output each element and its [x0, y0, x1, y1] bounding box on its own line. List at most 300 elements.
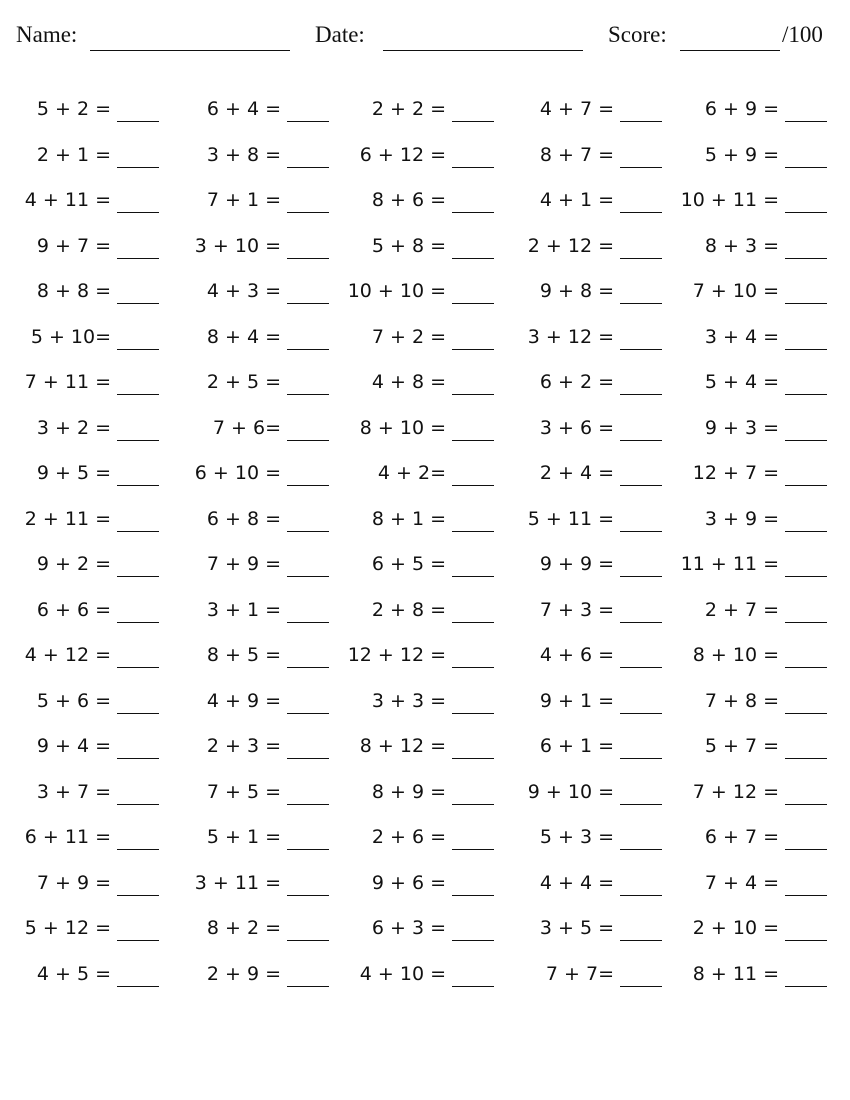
- problem-item: [0, 231, 165, 261]
- problem-item: [668, 777, 833, 807]
- problem-expression: 10 + 10 =: [347, 280, 446, 302]
- problem-item: [0, 549, 165, 579]
- problem-item: [503, 413, 668, 443]
- problem-item: [668, 185, 833, 215]
- problem-expression: 9 + 5 =: [36, 462, 111, 484]
- problem-item: [668, 640, 833, 670]
- answer-blank[interactable]: [287, 758, 329, 759]
- answer-blank[interactable]: [785, 849, 827, 850]
- problem-expression: 6 + 11 =: [24, 826, 111, 848]
- problem-expression: 5 + 7 =: [704, 735, 779, 757]
- problem-expression: 4 + 4 =: [539, 871, 614, 894]
- problem-expression: 5 + 11 =: [527, 507, 614, 530]
- answer-blank[interactable]: [620, 349, 662, 350]
- problem-row: [0, 868, 850, 898]
- problem-expression: 9 + 9 =: [539, 553, 614, 575]
- answer-blank[interactable]: [452, 986, 494, 987]
- problem-item: [668, 276, 833, 306]
- problem-expression: 5 + 8 =: [371, 234, 446, 257]
- problem-expression: 3 + 1 =: [206, 598, 281, 621]
- answer-blank[interactable]: [452, 713, 494, 714]
- answer-blank[interactable]: [117, 258, 159, 259]
- problem-expression: 8 + 12 =: [359, 735, 446, 757]
- answer-blank[interactable]: [452, 804, 494, 805]
- answer-blank[interactable]: [117, 121, 159, 122]
- problem-item: [668, 595, 833, 625]
- problem-expression: 8 + 11 =: [692, 962, 779, 985]
- problem-item: [503, 913, 668, 943]
- answer-blank[interactable]: [620, 576, 662, 577]
- answer-blank[interactable]: [620, 440, 662, 441]
- answer-blank[interactable]: [620, 758, 662, 759]
- problem-expression: 5 + 3 =: [539, 826, 614, 848]
- problem-item: [668, 458, 833, 488]
- answer-blank[interactable]: [620, 121, 662, 122]
- answer-blank[interactable]: [620, 849, 662, 850]
- problem-expression: 8 + 10 =: [692, 644, 779, 666]
- problem-item: [0, 777, 165, 807]
- problem-row: [0, 549, 850, 579]
- problem-expression: 6 + 5 =: [371, 553, 446, 575]
- problem-expression: 8 + 5 =: [206, 644, 281, 666]
- problem-item: [668, 913, 833, 943]
- problem-expression: 9 + 6 =: [371, 871, 446, 894]
- problem-item: [0, 276, 165, 306]
- problem-item: [503, 686, 668, 716]
- answer-blank[interactable]: [785, 986, 827, 987]
- problem-item: [170, 549, 335, 579]
- answer-blank[interactable]: [785, 940, 827, 941]
- problem-item: [668, 959, 833, 989]
- problem-expression: 8 + 8 =: [36, 280, 111, 302]
- problem-expression: 7 + 1 =: [206, 189, 281, 211]
- answer-blank[interactable]: [452, 303, 494, 304]
- answer-blank[interactable]: [452, 940, 494, 941]
- problem-item: [170, 504, 335, 534]
- answer-blank[interactable]: [117, 622, 159, 623]
- problem-expression: 6 + 10 =: [194, 462, 281, 484]
- problem-expression: 7 + 11 =: [24, 371, 111, 393]
- answer-blank[interactable]: [452, 349, 494, 350]
- problem-item: [335, 959, 500, 989]
- answer-blank[interactable]: [785, 804, 827, 805]
- answer-blank[interactable]: [452, 121, 494, 122]
- problem-expression: 4 + 6 =: [539, 644, 614, 666]
- problem-item: [335, 595, 500, 625]
- problem-expression: 3 + 8 =: [206, 143, 281, 166]
- problem-row: [0, 595, 850, 625]
- problem-item: [503, 595, 668, 625]
- problem-expression: 2 + 3 =: [206, 735, 281, 757]
- answer-blank[interactable]: [287, 667, 329, 668]
- problem-item: [170, 276, 335, 306]
- problem-expression: 7 + 5 =: [206, 780, 281, 803]
- problem-expression: 4 + 5 =: [36, 962, 111, 985]
- answer-blank[interactable]: [117, 804, 159, 805]
- problem-item: [0, 640, 165, 670]
- answer-blank[interactable]: [620, 531, 662, 532]
- answer-blank[interactable]: [117, 849, 159, 850]
- answer-blank[interactable]: [785, 895, 827, 896]
- answer-blank[interactable]: [785, 167, 827, 168]
- problem-expression: 3 + 9 =: [704, 507, 779, 530]
- problem-row: [0, 822, 850, 852]
- problem-item: [335, 822, 500, 852]
- problem-item: [503, 140, 668, 170]
- problem-item: [503, 822, 668, 852]
- answer-blank[interactable]: [117, 440, 159, 441]
- answer-blank[interactable]: [287, 849, 329, 850]
- problem-item: [170, 185, 335, 215]
- problem-item: [668, 413, 833, 443]
- answer-blank[interactable]: [117, 394, 159, 395]
- problem-expression: 6 + 2 =: [539, 371, 614, 393]
- answer-blank[interactable]: [620, 895, 662, 896]
- answer-blank[interactable]: [452, 531, 494, 532]
- answer-blank[interactable]: [117, 713, 159, 714]
- problem-item: [335, 731, 500, 761]
- problem-item: [0, 868, 165, 898]
- answer-blank[interactable]: [117, 667, 159, 668]
- answer-blank[interactable]: [620, 485, 662, 486]
- answer-blank[interactable]: [287, 895, 329, 896]
- problem-expression: 4 + 12 =: [24, 644, 111, 666]
- answer-blank[interactable]: [287, 622, 329, 623]
- problem-item: [170, 731, 335, 761]
- answer-blank[interactable]: [452, 622, 494, 623]
- problem-expression: 7 + 7=: [545, 962, 614, 985]
- problem-item: [335, 185, 500, 215]
- problem-item: [503, 231, 668, 261]
- answer-blank[interactable]: [785, 531, 827, 532]
- problem-item: [668, 140, 833, 170]
- problem-expression: 9 + 1 =: [539, 689, 614, 712]
- problem-expression: 2 + 7 =: [704, 598, 779, 621]
- answer-blank[interactable]: [452, 167, 494, 168]
- answer-blank[interactable]: [452, 440, 494, 441]
- problem-expression: 6 + 12 =: [359, 143, 446, 166]
- problem-expression: 7 + 10 =: [692, 280, 779, 302]
- problem-expression: 12 + 12 =: [347, 644, 446, 666]
- problem-item: [170, 231, 335, 261]
- answer-blank[interactable]: [452, 394, 494, 395]
- answer-blank[interactable]: [785, 667, 827, 668]
- problem-expression: 7 + 12 =: [692, 780, 779, 803]
- problem-item: [335, 458, 500, 488]
- problem-row: [0, 913, 850, 943]
- problem-expression: 5 + 9 =: [704, 143, 779, 166]
- name-label: Name:: [16, 22, 78, 47]
- problem-expression: 3 + 7 =: [36, 780, 111, 803]
- problem-expression: 7 + 9 =: [36, 871, 111, 894]
- answer-blank[interactable]: [287, 804, 329, 805]
- worksheet-header: [16, 22, 836, 54]
- answer-blank[interactable]: [452, 849, 494, 850]
- problem-item: [0, 913, 165, 943]
- problem-expression: 6 + 1 =: [539, 735, 614, 757]
- problem-item: [0, 504, 165, 534]
- problem-item: [503, 640, 668, 670]
- problem-expression: 3 + 3 =: [371, 689, 446, 712]
- problem-expression: 6 + 6 =: [36, 598, 111, 621]
- problem-item: [503, 458, 668, 488]
- problem-row: [0, 413, 850, 443]
- problem-expression: 8 + 10 =: [359, 416, 446, 439]
- problem-expression: 9 + 2 =: [36, 553, 111, 575]
- problem-item: [335, 640, 500, 670]
- problem-item: [503, 731, 668, 761]
- problem-item: [335, 413, 500, 443]
- answer-blank[interactable]: [117, 576, 159, 577]
- answer-blank[interactable]: [287, 485, 329, 486]
- problem-expression: 7 + 3 =: [539, 598, 614, 621]
- answer-blank[interactable]: [620, 258, 662, 259]
- problem-item: [668, 868, 833, 898]
- problem-item: [0, 185, 165, 215]
- problem-item: [170, 913, 335, 943]
- problem-item: [503, 367, 668, 397]
- problem-item: [0, 367, 165, 397]
- problem-item: [668, 322, 833, 352]
- problem-expression: 3 + 10 =: [194, 234, 281, 257]
- problem-item: [335, 367, 500, 397]
- problem-item: [335, 777, 500, 807]
- answer-blank[interactable]: [452, 576, 494, 577]
- problem-row: [0, 686, 850, 716]
- problem-item: [0, 140, 165, 170]
- score-blank[interactable]: [680, 50, 780, 51]
- answer-blank[interactable]: [287, 394, 329, 395]
- problem-expression: 7 + 8 =: [704, 689, 779, 712]
- answer-blank[interactable]: [117, 531, 159, 532]
- answer-blank[interactable]: [287, 121, 329, 122]
- problem-expression: 4 + 10 =: [359, 962, 446, 985]
- date-label: Date:: [315, 22, 365, 47]
- problem-item: [170, 413, 335, 443]
- problem-item: [335, 276, 500, 306]
- problem-expression: 7 + 9 =: [206, 553, 281, 575]
- problem-row: [0, 640, 850, 670]
- problem-expression: 5 + 12 =: [24, 917, 111, 939]
- problem-expression: 4 + 2=: [377, 462, 446, 484]
- problem-item: [170, 367, 335, 397]
- answer-blank[interactable]: [287, 713, 329, 714]
- problem-expression: 4 + 3 =: [206, 280, 281, 302]
- answer-blank[interactable]: [785, 303, 827, 304]
- answer-blank[interactable]: [785, 622, 827, 623]
- problem-row: [0, 185, 850, 215]
- answer-blank[interactable]: [452, 212, 494, 213]
- problem-expression: 8 + 4 =: [206, 325, 281, 348]
- problem-row: [0, 959, 850, 989]
- problem-item: [170, 595, 335, 625]
- problem-item: [0, 458, 165, 488]
- answer-blank[interactable]: [785, 212, 827, 213]
- problem-item: [0, 959, 165, 989]
- problem-expression: 10 + 11 =: [680, 189, 779, 211]
- problem-expression: 8 + 3 =: [704, 234, 779, 257]
- answer-blank[interactable]: [452, 758, 494, 759]
- problem-item: [335, 322, 500, 352]
- problem-expression: 6 + 3 =: [371, 917, 446, 939]
- problem-expression: 3 + 5 =: [539, 917, 614, 939]
- problem-item: [170, 94, 335, 124]
- answer-blank[interactable]: [620, 667, 662, 668]
- problem-item: [335, 913, 500, 943]
- problem-expression: 6 + 8 =: [206, 507, 281, 530]
- problem-row: [0, 731, 850, 761]
- answer-blank[interactable]: [620, 986, 662, 987]
- answer-blank[interactable]: [287, 440, 329, 441]
- answer-blank[interactable]: [452, 258, 494, 259]
- answer-blank[interactable]: [620, 167, 662, 168]
- problem-item: [503, 185, 668, 215]
- problem-expression: 6 + 9 =: [704, 98, 779, 120]
- problem-row: [0, 458, 850, 488]
- answer-blank[interactable]: [287, 986, 329, 987]
- problem-expression: 2 + 10 =: [692, 917, 779, 939]
- answer-blank[interactable]: [287, 303, 329, 304]
- problem-expression: 9 + 10 =: [527, 780, 614, 803]
- answer-blank[interactable]: [117, 212, 159, 213]
- problem-expression: 3 + 6 =: [539, 416, 614, 439]
- answer-blank[interactable]: [785, 758, 827, 759]
- problem-item: [668, 686, 833, 716]
- problem-expression: 2 + 6 =: [371, 826, 446, 848]
- problem-expression: 2 + 11 =: [24, 507, 111, 530]
- problem-item: [170, 640, 335, 670]
- problem-row: [0, 276, 850, 306]
- answer-blank[interactable]: [287, 531, 329, 532]
- answer-blank[interactable]: [620, 940, 662, 941]
- answer-blank[interactable]: [287, 940, 329, 941]
- problem-item: [503, 959, 668, 989]
- answer-blank[interactable]: [287, 349, 329, 350]
- problem-item: [0, 94, 165, 124]
- answer-blank[interactable]: [117, 485, 159, 486]
- problem-item: [335, 140, 500, 170]
- problem-row: [0, 777, 850, 807]
- problem-expression: 3 + 11 =: [194, 871, 281, 894]
- problem-row: [0, 367, 850, 397]
- answer-blank[interactable]: [117, 986, 159, 987]
- problem-item: [668, 94, 833, 124]
- answer-blank[interactable]: [287, 576, 329, 577]
- name-blank[interactable]: [90, 50, 290, 51]
- problem-item: [503, 276, 668, 306]
- problem-expression: 3 + 2 =: [36, 416, 111, 439]
- answer-blank[interactable]: [620, 212, 662, 213]
- problem-row: [0, 94, 850, 124]
- answer-blank[interactable]: [117, 303, 159, 304]
- problem-expression: 4 + 7 =: [539, 98, 614, 120]
- problem-item: [170, 868, 335, 898]
- score-total: /100: [782, 22, 823, 47]
- problem-expression: 9 + 4 =: [36, 735, 111, 757]
- problem-expression: 2 + 12 =: [527, 234, 614, 257]
- answer-blank[interactable]: [287, 212, 329, 213]
- problem-item: [0, 686, 165, 716]
- answer-blank[interactable]: [620, 303, 662, 304]
- problem-expression: 5 + 10=: [30, 325, 111, 348]
- answer-blank[interactable]: [117, 758, 159, 759]
- answer-blank[interactable]: [785, 485, 827, 486]
- problem-item: [335, 94, 500, 124]
- problem-item: [335, 868, 500, 898]
- problem-item: [170, 322, 335, 352]
- problem-item: [170, 458, 335, 488]
- problem-expression: 8 + 9 =: [371, 780, 446, 803]
- answer-blank[interactable]: [117, 895, 159, 896]
- problem-item: [503, 322, 668, 352]
- problem-item: [170, 822, 335, 852]
- problem-item: [335, 549, 500, 579]
- answer-blank[interactable]: [620, 394, 662, 395]
- answer-blank[interactable]: [117, 940, 159, 941]
- problem-row: [0, 231, 850, 261]
- answer-blank[interactable]: [452, 667, 494, 668]
- answer-blank[interactable]: [117, 167, 159, 168]
- answer-blank[interactable]: [785, 576, 827, 577]
- problem-item: [668, 731, 833, 761]
- problem-expression: 3 + 12 =: [527, 325, 614, 348]
- problem-expression: 2 + 9 =: [206, 962, 281, 985]
- problem-expression: 5 + 2 =: [36, 98, 111, 120]
- answer-blank[interactable]: [620, 622, 662, 623]
- problem-item: [668, 231, 833, 261]
- problem-item: [668, 367, 833, 397]
- problem-expression: 3 + 4 =: [704, 325, 779, 348]
- problem-expression: 9 + 8 =: [539, 280, 614, 302]
- problem-expression: 2 + 5 =: [206, 371, 281, 393]
- answer-blank[interactable]: [620, 713, 662, 714]
- answer-blank[interactable]: [785, 349, 827, 350]
- date-blank[interactable]: [383, 50, 583, 51]
- score-label: Score:: [608, 22, 667, 47]
- problem-item: [170, 686, 335, 716]
- answer-blank[interactable]: [452, 895, 494, 896]
- answer-blank[interactable]: [785, 394, 827, 395]
- problem-expression: 8 + 1 =: [371, 507, 446, 530]
- problem-item: [668, 504, 833, 534]
- problem-expression: 6 + 7 =: [704, 826, 779, 848]
- answer-blank[interactable]: [287, 258, 329, 259]
- problem-expression: 5 + 1 =: [206, 826, 281, 848]
- problem-expression: 7 + 4 =: [704, 871, 779, 894]
- problem-item: [503, 868, 668, 898]
- problem-item: [170, 959, 335, 989]
- problem-item: [335, 686, 500, 716]
- answer-blank[interactable]: [620, 804, 662, 805]
- problem-expression: 5 + 4 =: [704, 371, 779, 393]
- answer-blank[interactable]: [785, 440, 827, 441]
- problem-item: [0, 595, 165, 625]
- answer-blank[interactable]: [117, 349, 159, 350]
- answer-blank[interactable]: [785, 258, 827, 259]
- problem-row: [0, 322, 850, 352]
- problem-expression: 9 + 3 =: [704, 416, 779, 439]
- problem-expression: 7 + 6=: [212, 416, 281, 439]
- problem-expression: 8 + 2 =: [206, 917, 281, 939]
- problem-item: [503, 549, 668, 579]
- problem-item: [668, 822, 833, 852]
- answer-blank[interactable]: [785, 121, 827, 122]
- problem-expression: 2 + 1 =: [36, 143, 111, 166]
- answer-blank[interactable]: [452, 485, 494, 486]
- answer-blank[interactable]: [785, 713, 827, 714]
- problem-item: [0, 731, 165, 761]
- answer-blank[interactable]: [287, 167, 329, 168]
